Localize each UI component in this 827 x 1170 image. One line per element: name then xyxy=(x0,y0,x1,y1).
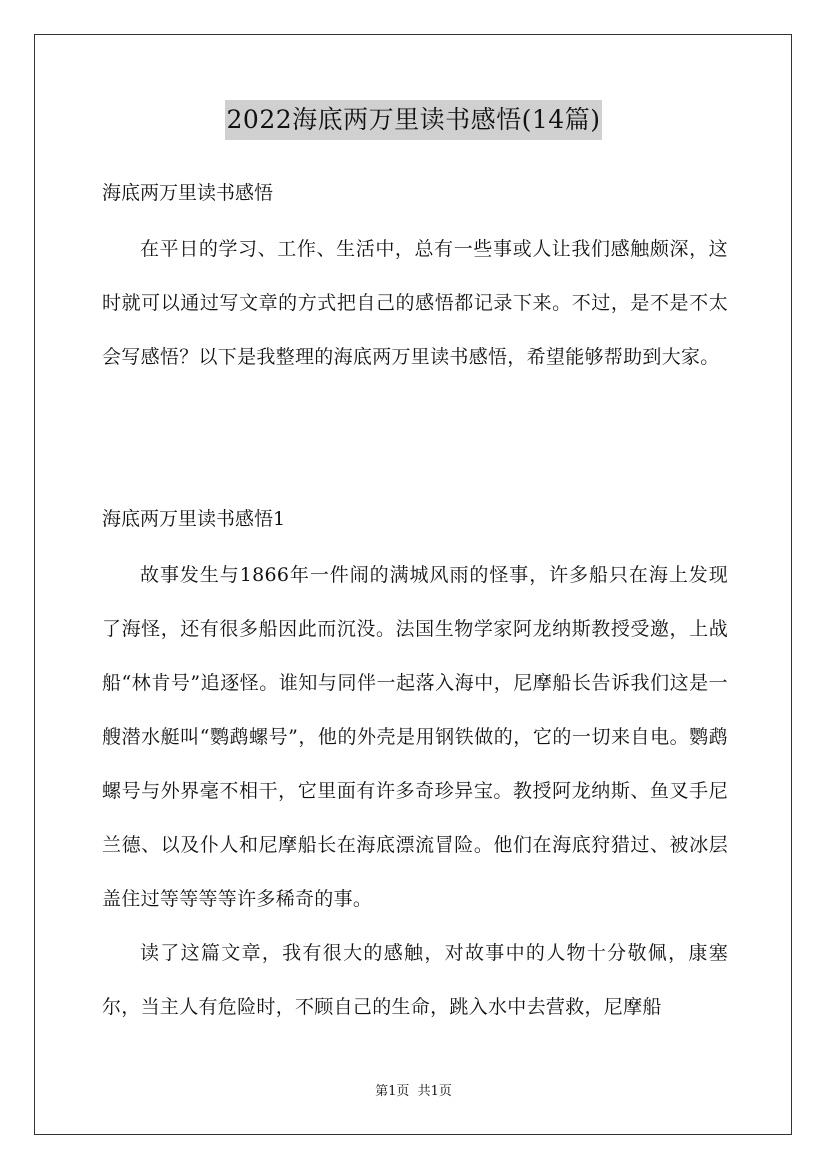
page-footer xyxy=(0,1082,827,1102)
section1-heading: 海底两万里读书感悟1 xyxy=(102,508,286,530)
document-title: 2022海底两万里读书感悟(14篇) xyxy=(225,100,603,140)
section1-paragraph-1: 故事发生与1866年一件闹的满城风雨的怪事，许多船只在海上发现了海怪，还有很多船因此而沉没。法国生物学家阿龙纳斯教授受邀，上战船“林肯号”追逐怪。谁知与同伴一起落入海中，尼摩船长告诉我们这是一艘潜水艇叫“鹦鹉螺号”，他的外壳是用钢铁做的，它的一切来自电。鹦鹉螺号与外界毫不相干，它里面有许多奇珍异宝。教授阿龙纳斯、鱼叉手尼兰德、以及仆人和尼摩船长在海底漂流冒险。他们在海底狩猎过、被冰层盖住过等等等等许多稀奇的事。 xyxy=(102,564,728,910)
section1-paragraph-2: 读了这篇文章，我有很大的感触，对故事中的人物十分敬佩，康塞尔，当主人有危险时，不顾自己的生命，跳入水中去营救，尼摩船 xyxy=(102,942,728,1018)
page-total: 共1页 xyxy=(417,1084,452,1099)
title-container xyxy=(0,100,827,140)
intro-heading: 海底两万里读书感悟 xyxy=(102,182,274,204)
intro-paragraph: 在平日的学习、工作、生活中，总有一些事或人让我们感触颇深，这时就可以通过写文章的方式把自己的感悟都记录下来。不过，是不是不太会写感悟？以下是我整理的海底两万里读书感悟，希望能够帮助到大家。 xyxy=(102,238,728,368)
page-number: 第1页 xyxy=(375,1084,410,1099)
intro-body xyxy=(102,222,728,384)
section1-body xyxy=(102,548,728,1034)
